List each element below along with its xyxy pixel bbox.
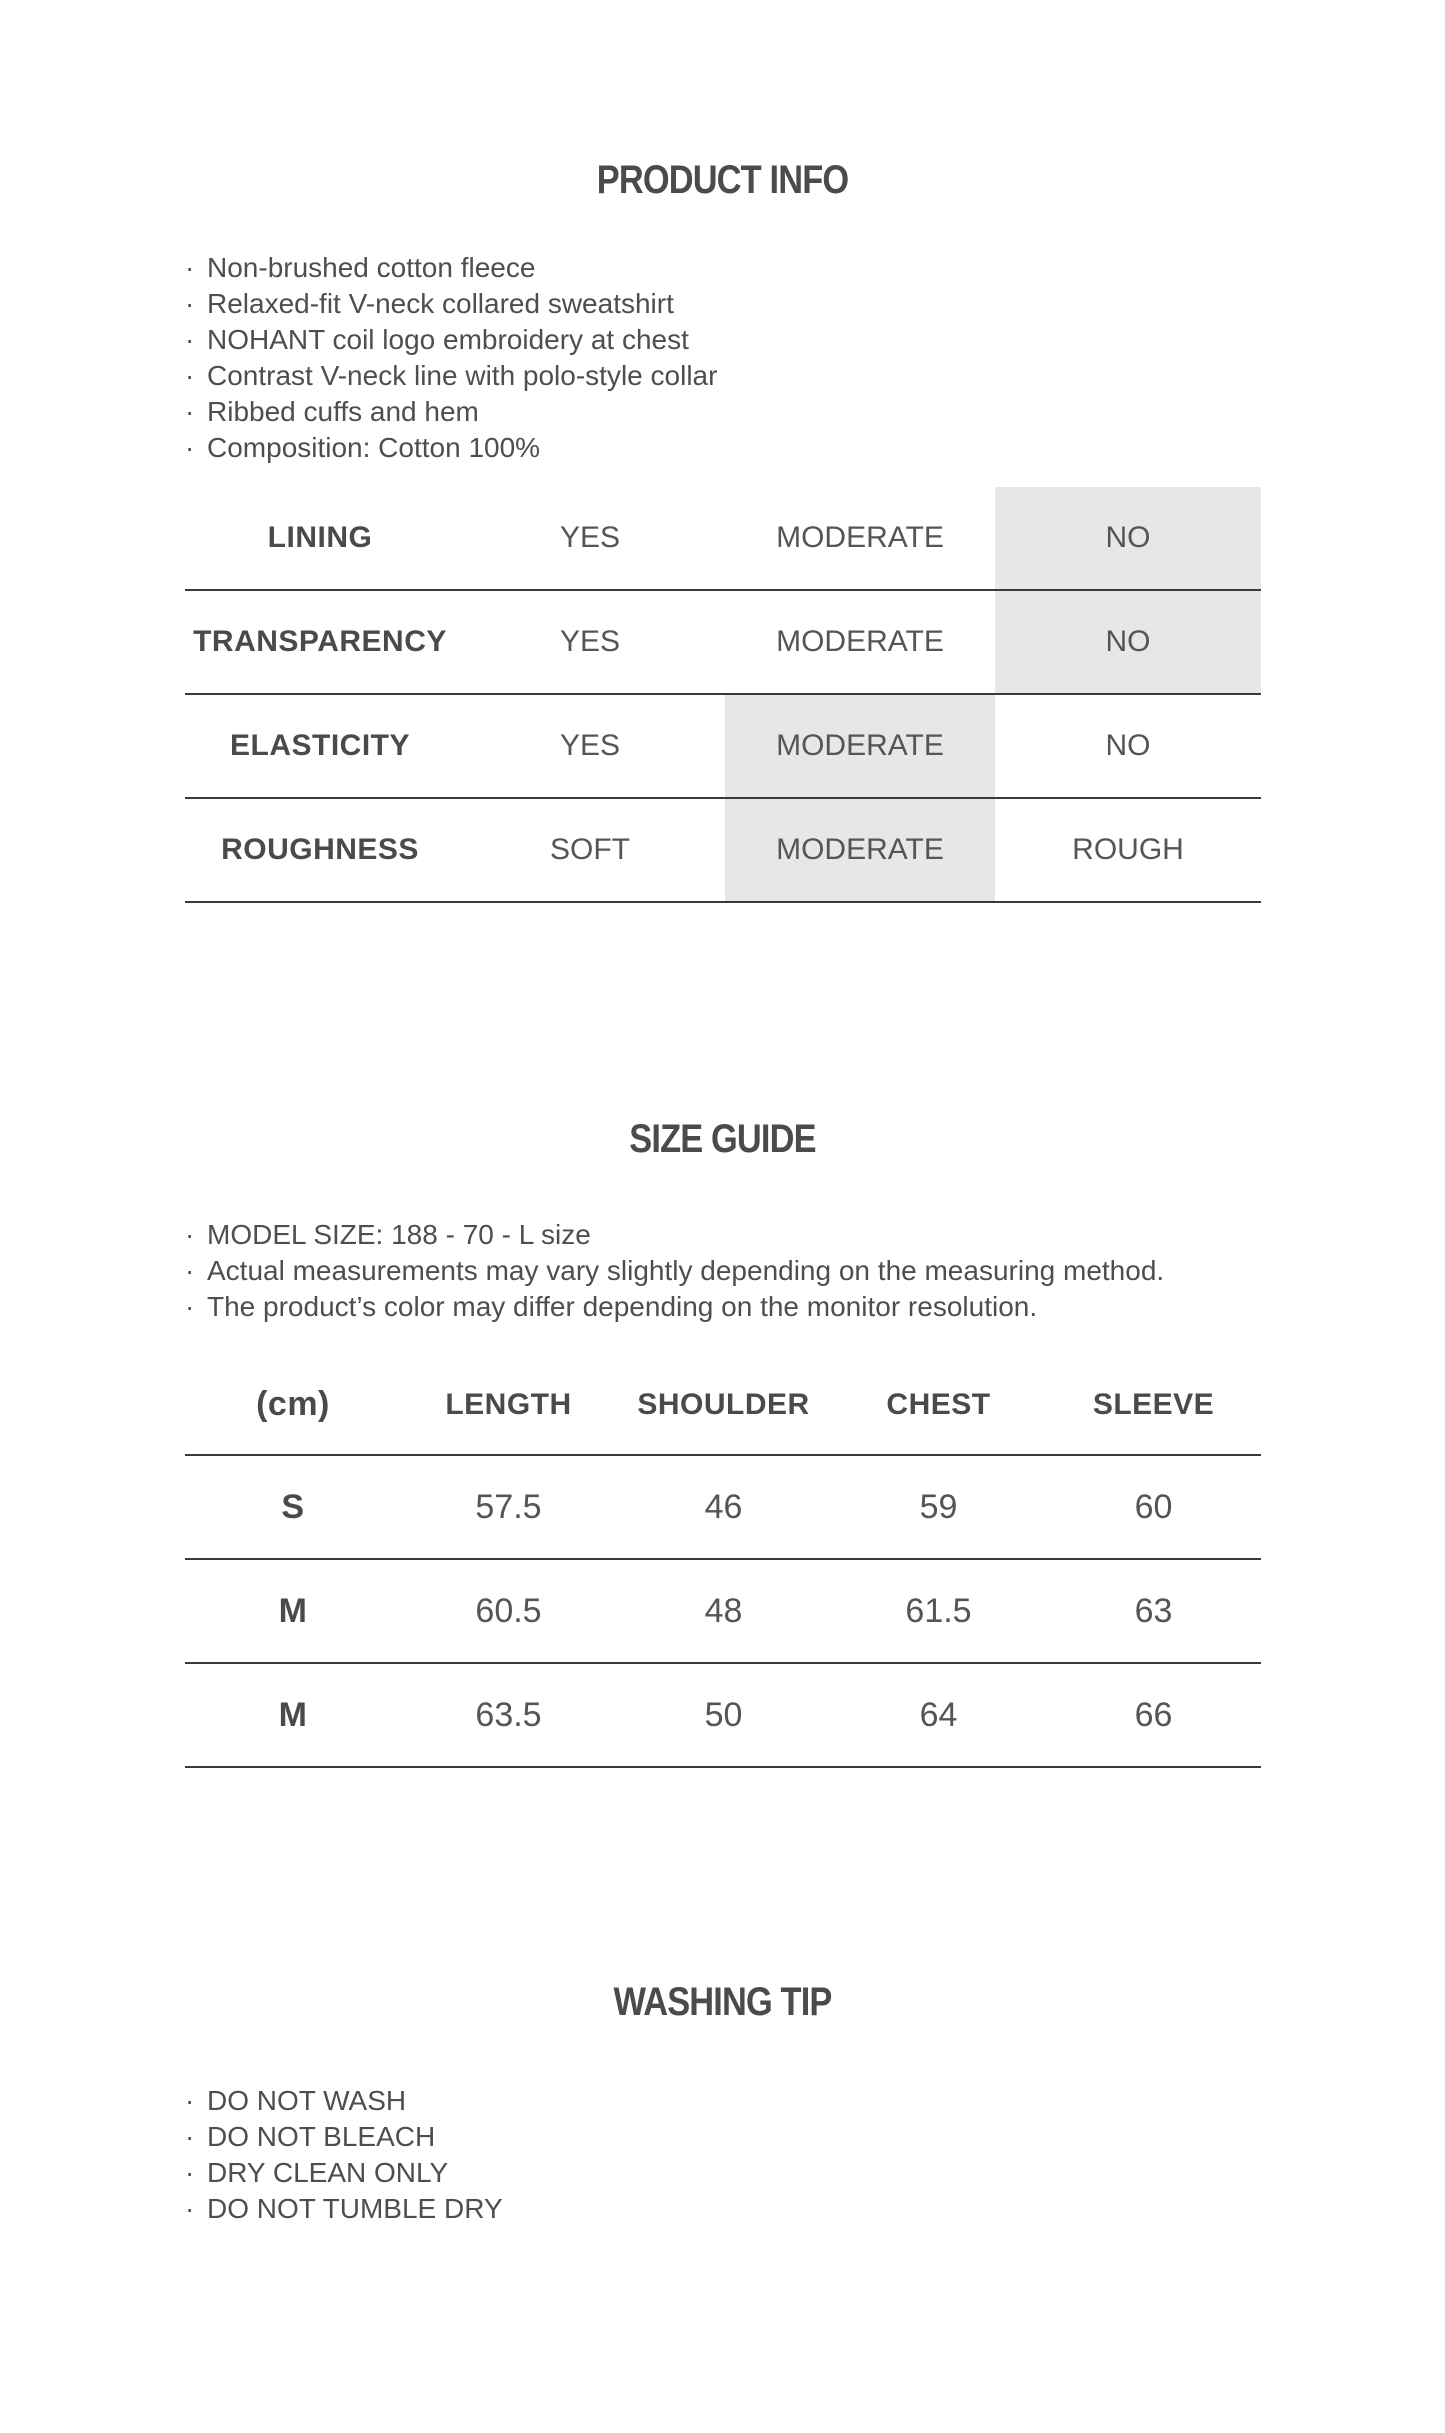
attribute-option: MODERATE	[725, 798, 995, 902]
washing-tip-title: WASHING TIP	[613, 1980, 832, 2024]
size-label: M	[278, 1591, 308, 1630]
washing-tip-list	[185, 2083, 503, 2227]
column-header: CHEST	[886, 1387, 991, 1421]
column-header: LENGTH	[445, 1387, 572, 1421]
unit-label: (cm)	[256, 1385, 330, 1423]
measurement-cell: 46	[704, 1487, 743, 1526]
list-item: · NOHANT coil logo embroidery at chest	[185, 324, 689, 355]
attribute-option: SOFT	[550, 833, 630, 866]
attribute-option: ROUGH	[1072, 833, 1184, 866]
measurement-cell: 60.5	[475, 1591, 542, 1630]
attribute-option: MODERATE	[776, 625, 944, 658]
list-item: · DO NOT BLEACH	[185, 2121, 436, 2152]
attribute-row-roughness	[185, 798, 1261, 902]
attribute-option: YES	[559, 729, 621, 762]
measurement-cell: 50	[704, 1695, 743, 1734]
measurement-cell: 59	[919, 1487, 958, 1526]
attribute-option: NO	[995, 590, 1261, 694]
column-header: SLEEVE	[1092, 1387, 1215, 1421]
attribute-row-elasticity	[185, 694, 1261, 798]
list-item: · The product’s color may differ depending on the monitor resolution.	[185, 1291, 1038, 1322]
size-guide-notes	[185, 1217, 1164, 1325]
attribute-name: ROUGHNESS	[221, 833, 419, 866]
measurement-cell: 48	[704, 1591, 743, 1630]
attribute-option: NO	[1105, 729, 1151, 762]
table-row	[185, 1663, 1261, 1767]
attribute-option: YES	[559, 625, 621, 658]
size-guide-title: SIZE GUIDE	[629, 1117, 816, 1161]
attribute-row-transparency	[185, 590, 1261, 694]
list-item: · Non-brushed cotton fleece	[185, 252, 536, 283]
measurement-cell: 63.5	[475, 1695, 542, 1734]
product-info-title: PRODUCT INFO	[596, 158, 849, 202]
list-item: · Ribbed cuffs and hem	[185, 396, 479, 427]
product-info-list	[185, 250, 717, 466]
measurement-cell: 63	[1134, 1591, 1173, 1630]
table-row	[185, 1559, 1261, 1663]
column-header: SHOULDER	[637, 1387, 810, 1421]
attribute-option: MODERATE	[725, 694, 995, 798]
attribute-option: NO	[995, 487, 1261, 590]
size-label: S	[281, 1487, 305, 1526]
attribute-name: TRANSPARENCY	[193, 625, 447, 658]
size-label: M	[278, 1695, 308, 1734]
measurement-cell: 61.5	[905, 1591, 972, 1630]
size-table-header	[185, 1355, 1261, 1455]
fabric-attributes-table	[185, 487, 1261, 903]
table-row	[185, 1455, 1261, 1559]
list-item: · DO NOT TUMBLE DRY	[185, 2193, 503, 2224]
measurement-cell: 57.5	[475, 1487, 542, 1526]
list-item: · DO NOT WASH	[185, 2085, 407, 2116]
attribute-option: YES	[559, 521, 621, 554]
attribute-name: LINING	[267, 521, 373, 554]
size-table	[185, 1355, 1261, 1768]
list-item: · Relaxed-fit V-neck collared sweatshirt	[185, 288, 674, 319]
list-item: · Actual measurements may vary slightly depending on the measuring method.	[185, 1255, 1165, 1286]
attribute-name: ELASTICITY	[229, 729, 410, 762]
list-item: · MODEL SIZE: 188 - 70 - L size	[185, 1219, 591, 1250]
list-item: · DRY CLEAN ONLY	[185, 2157, 449, 2188]
attribute-option: MODERATE	[776, 521, 944, 554]
attribute-row-lining	[185, 487, 1261, 590]
measurement-cell: 60	[1134, 1487, 1173, 1526]
list-item: · Composition: Cotton 100%	[185, 432, 541, 463]
list-item: · Contrast V-neck line with polo-style collar	[185, 360, 718, 391]
measurement-cell: 66	[1134, 1695, 1173, 1734]
measurement-cell: 64	[919, 1695, 958, 1734]
